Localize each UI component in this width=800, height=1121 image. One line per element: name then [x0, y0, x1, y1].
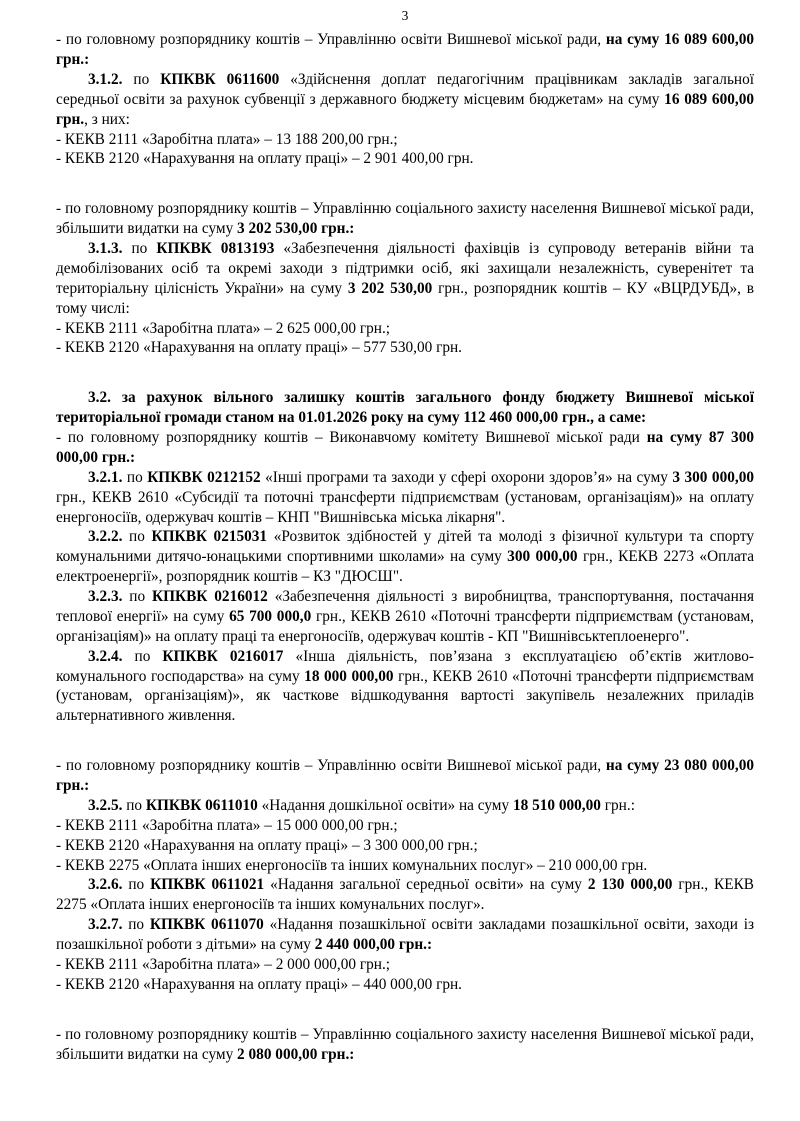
page-number: 3 — [401, 8, 409, 23]
paragraph-kekv-2111-salary-4: - КЕКВ 2111 «Заробітна плата» – 2 000 000,00 грн.; — [56, 955, 391, 973]
paragraph-item-3-2-1: 3.2.1. по КПКВК 0212152 «Інші програми та заходи у сфері охорони здоров’я» на суму 3 300 000,00 грн., КЕКВ 2610 «Субсидії та поточні трансферти підприємствам (установам, організаціям)» на оплату енергоносіїв, одержувач коштів – КНП "Вишнівська міська лікарня". — [56, 468, 754, 526]
paragraph-kekv-2120-charges-4: - КЕКВ 2120 «Нарахування на оплату праці» – 440 000,00 грн. — [56, 975, 463, 993]
paragraph-exec-committee-header: - по головному розпоряднику коштів – Виконавчому комітету Вишневої міської ради на суму 87 300 000,00 грн.: — [56, 429, 755, 466]
paragraph-kekv-2120-charges-3: - КЕКВ 2120 «Нарахування на оплату праці» – 3 300 000,00 грн.; — [56, 836, 478, 854]
paragraph-spacer-1 — [56, 169, 754, 184]
paragraph-item-3-2-2: 3.2.2. по КПКВК 0215031 «Розвиток здібностей у дітей та молоді з фізичної культури та спорту комунальними дитячо-юнацькими спортивними школами» на суму 300 000,00 грн., КЕКВ 2273 «Оплата електроенергії», розпорядник коштів – КЗ "ДЮСШ". — [56, 528, 755, 586]
paragraph-education-header-2: - по головному розпоряднику коштів – Управлінню освіти Вишневої міської ради, на суму 23 080 000,00 грн.: — [56, 757, 754, 795]
paragraph-spacer-4 — [56, 995, 754, 1010]
paragraph-item-3-1-3: 3.1.3. по КПКВК 0813193 «Забезпечення діяльності фахівців із супроводу ветеранів війни та демобілізованих осіб та окремі заходи з підтримки осіб, які захищали незалежність, суверенітет та територіальну цілісність України» на суму 3 202 530,00 грн., розпорядник коштів – КУ «ВЦРДУБД», в тому числі: — [56, 240, 755, 317]
paragraph-item-3-2: 3.2. за рахунок вільного залишку коштів загального фонду бюджету Вишневої міської територіальної громади станом на 01.01.2026 року на суму 112 460 000,00 грн., а саме: — [56, 389, 754, 427]
paragraph-spacer-3 — [56, 726, 754, 741]
paragraph-kekv-2111-salary-1: - КЕКВ 2111 «Заробітна плата» – 13 188 200,00 грн.; — [56, 130, 398, 148]
paragraph-kekv-2275-utilities-1: - КЕКВ 2275 «Оплата інших енергоносіїв та інших комунальних послуг» – 210 000,00 грн. — [56, 856, 648, 874]
paragraph-spacer-2 — [56, 358, 754, 373]
paragraph-item-3-2-5: 3.2.5. по КПКВК 0611010 «Надання дошкільної освіти» на суму 18 510 000,00 грн.: — [88, 796, 635, 814]
paragraph-social-protection-header-2: - по головному розпоряднику коштів – Управлінню соціального захисту населення Вишневої міської ради, збільшити видатки на суму 2 080 000,00 грн.: — [56, 1025, 754, 1063]
paragraph-social-protection-header-1: - по головному розпоряднику коштів – Управлінню соціального захисту населення Вишневої міської ради, збільшити видатки на суму 3 202 530,00 грн.: — [56, 200, 754, 238]
paragraph-item-3-2-3: 3.2.3. по КПКВК 0216012 «Забезпечення діяльності з виробництва, транспортування, постачання теплової енергії» на суму 65 700 000,0 грн., КЕКВ 2610 «Поточні трансферти підприємствам (установам, організаціям)» на оплату праці та енергоносіїв, одержувач коштів - КП "Вишнівськтеплоенерго". — [56, 588, 754, 645]
paragraph-kekv-2120-charges-1: - КЕКВ 2120 «Нарахування на оплату праці» – 2 901 400,00 грн. — [56, 150, 474, 168]
paragraph-spacer-4b — [56, 1010, 754, 1025]
paragraph-kekv-2120-charges-2: - КЕКВ 2120 «Нарахування на оплату праці» – 577 530,00 грн. — [56, 339, 463, 357]
paragraph-item-3-2-4: 3.2.4. по КПКВК 0216017 «Інша діяльність, пов’язана з експлуатацією об’єктів житлово-комунального господарства» на суму 18 000 000,00 грн., КЕКВ 2610 «Поточні трансферти підприємствам (установам, організаціям)», як часткове відшкодування вартості закупівель незалежних приладів альтернативного живлення. — [56, 647, 754, 725]
paragraph-item-3-2-7: 3.2.7. по КПКВК 0611070 «Надання позашкільної освіти закладами позашкільної освіти, заходи із позашкільної роботи з дітьми» на суму 2 440 000,00 грн.: — [56, 916, 754, 954]
paragraph-spacer-1b — [56, 184, 754, 199]
paragraph-budget-education-header: - по головному розпоряднику коштів – Управлінню освіти Вишневої міської ради, на суму 16 089 600,00 грн.: — [56, 31, 754, 69]
paragraph-kekv-2111-salary-2: - КЕКВ 2111 «Заробітна плата» – 2 625 000,00 грн.; — [56, 319, 391, 337]
paragraph-item-3-1-2: 3.1.2. по КПКВК 0611600 «Здійснення доплат педагогічним працівникам закладів загальної середньої освіти за рахунок субвенції з державного бюджету місцевим бюджетам» на суму 16 089 600,00 грн., з них: — [56, 70, 755, 128]
paragraph-spacer-2b — [56, 373, 754, 388]
paragraph-item-3-2-6: 3.2.6. по КПКВК 0611021 «Надання загальної середньої освіти» на суму 2 130 000,00 грн., КЕКВ 2275 «Оплата інших енергоносіїв та інших комунальних послуг». — [56, 876, 755, 914]
paragraph-kekv-2111-salary-3: - КЕКВ 2111 «Заробітна плата» – 15 000 000,00 грн.; — [56, 816, 398, 834]
paragraph-spacer-3b — [56, 741, 754, 756]
